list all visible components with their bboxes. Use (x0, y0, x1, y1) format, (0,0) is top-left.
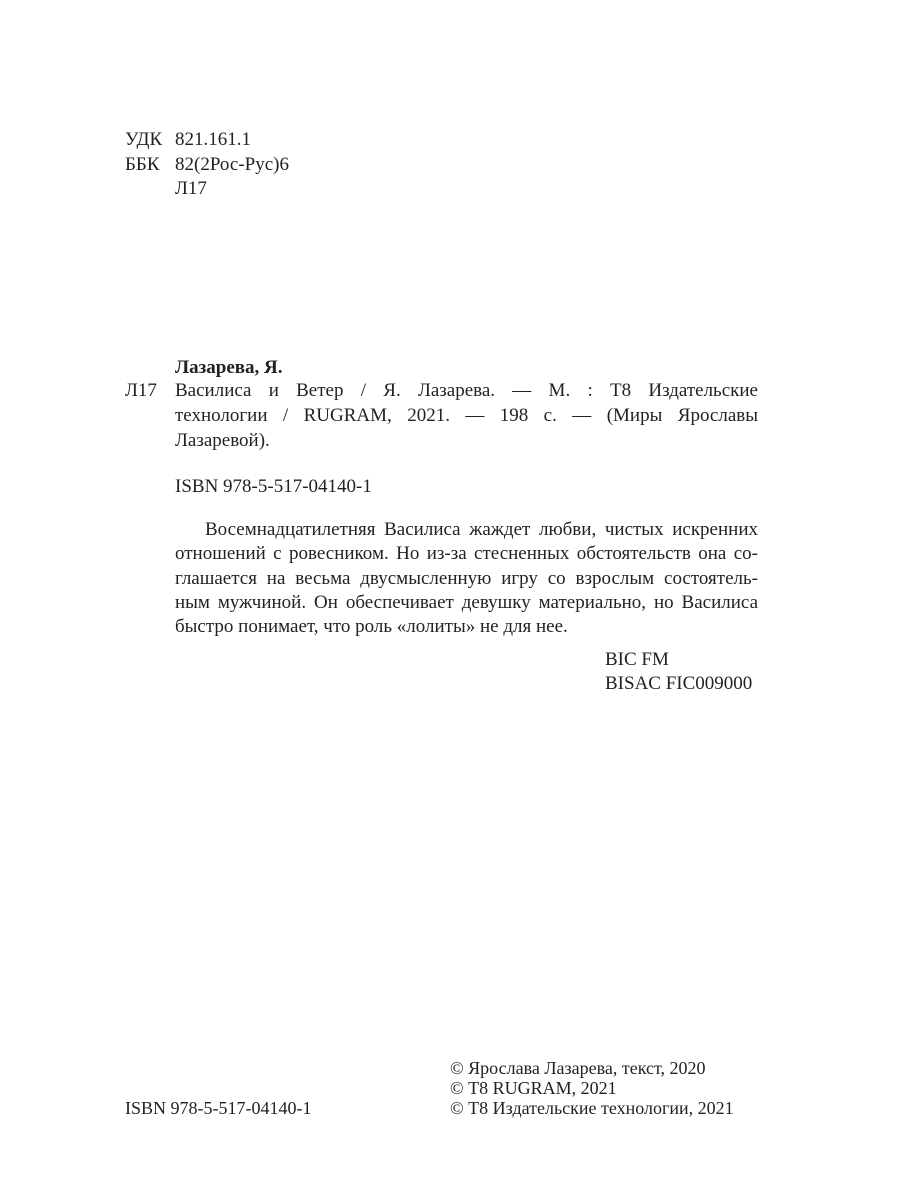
record-line: Лазаревой). (175, 430, 270, 451)
abstract-line: отношений с ровесником. Но из-за стесненных обстоятельств она со- (175, 543, 758, 564)
record-isbn: ISBN 978-5-517-04140-1 (175, 476, 372, 497)
footer-isbn: ISBN 978-5-517-04140-1 (125, 1098, 312, 1118)
copyright-line: © Т8 Издательские технологии, 2021 (450, 1098, 734, 1118)
abstract-line: ным мужчиной. Он обеспечивает девушку материально, но Василиса (175, 592, 758, 613)
bbk-label: ББК (125, 154, 160, 175)
udk-label: УДК (125, 129, 163, 150)
record-mark: Л17 (125, 380, 157, 401)
author-mark: Л17 (175, 178, 207, 199)
copyright-line: © Т8 RUGRAM, 2021 (450, 1078, 617, 1098)
record-line: технологии / RUGRAM, 2021. — 198 с. — (Миры Ярославы (175, 405, 758, 426)
abstract-line: глашается на весьма двусмысленную игру со взрослым состоятель- (175, 568, 758, 589)
bbk-value: 82(2Рос-Рус)6 (175, 154, 289, 175)
udk-value: 821.161.1 (175, 129, 251, 150)
bic-code: BIC FM (605, 649, 669, 670)
record-line: Василиса и Ветер / Я. Лазарева. — М. : Т8 Издательские (175, 380, 758, 401)
record-author: Лазарева, Я. (175, 357, 283, 378)
copyright-line: © Ярослава Лазарева, текст, 2020 (450, 1058, 706, 1078)
abstract-line: быстро понимает, что роль «лолиты» не для нее. (175, 616, 568, 637)
bisac-code: BISAC FIC009000 (605, 673, 753, 694)
abstract-line: Восемнадцатилетняя Василиса жаждет любви, чистых искренних (205, 519, 758, 540)
